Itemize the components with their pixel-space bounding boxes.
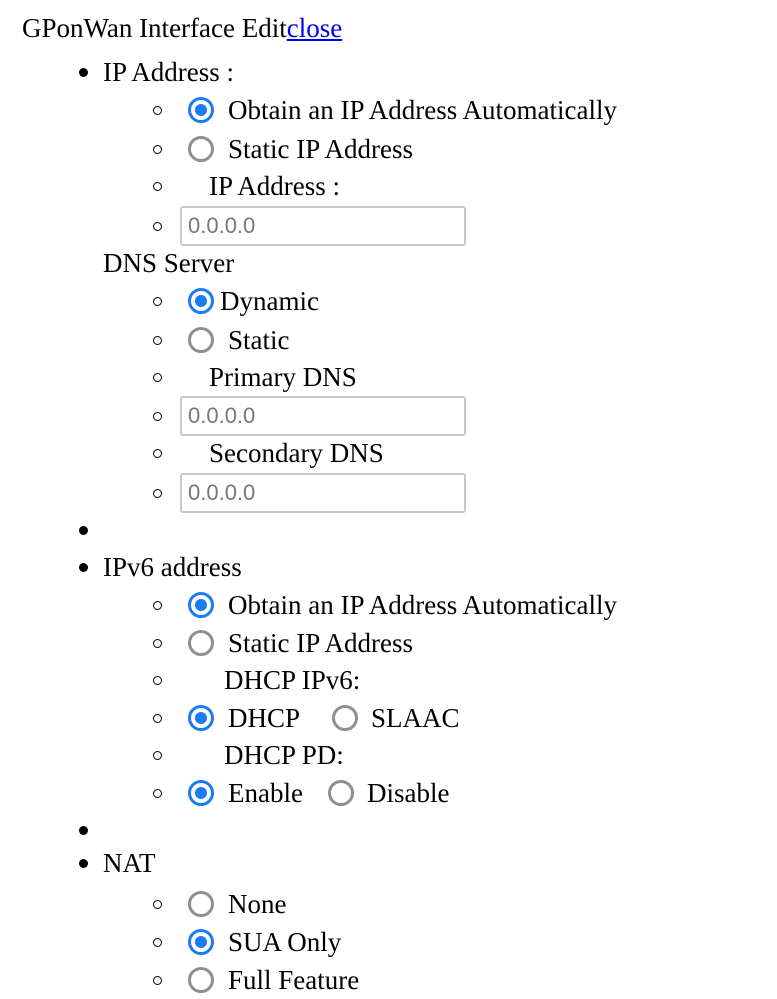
ip-static-label[interactable]: Static IP Address (228, 134, 413, 164)
ip-auto-label[interactable]: Obtain an IP Address Automatically (228, 95, 617, 125)
bullet (153, 938, 162, 947)
ipv6-static-label[interactable]: Static IP Address (228, 628, 413, 658)
dhcp-label[interactable]: DHCP (228, 703, 301, 733)
bullet (153, 336, 162, 345)
bullet (153, 182, 162, 191)
primary-dns-label: Primary DNS (209, 362, 357, 392)
ipv6-auto-label[interactable]: Obtain an IP Address Automatically (228, 590, 617, 620)
bullet (153, 145, 162, 154)
bullet (153, 297, 162, 306)
dns-dynamic-radio[interactable] (188, 288, 214, 314)
bullet (153, 601, 162, 610)
dhcp-radio[interactable] (188, 705, 214, 731)
ip-section-label: IP Address : (103, 57, 235, 87)
ip-address-input[interactable] (180, 206, 466, 246)
bullet (153, 976, 162, 985)
bullet (153, 489, 162, 498)
bullet (153, 449, 162, 458)
nat-full-label[interactable]: Full Feature (228, 965, 360, 995)
slaac-radio[interactable] (332, 705, 358, 731)
ipv6-section-label: IPv6 address (103, 552, 242, 582)
dhcp-ipv6-label: DHCP IPv6: (224, 665, 361, 695)
slaac-label[interactable]: SLAAC (371, 703, 460, 733)
bullet (79, 563, 88, 572)
bullet (153, 106, 162, 115)
bullet (153, 412, 162, 421)
secondary-dns-input[interactable] (180, 473, 466, 513)
pd-disable-radio[interactable] (328, 780, 354, 806)
bullet (153, 639, 162, 648)
nat-sua-radio[interactable] (188, 929, 214, 955)
bullet (153, 676, 162, 685)
pd-enable-label[interactable]: Enable (228, 778, 303, 808)
primary-dns-input[interactable] (180, 396, 466, 436)
ipv6-static-radio[interactable] (188, 630, 214, 656)
ip-address-label: IP Address : (209, 171, 341, 201)
dhcp-pd-label: DHCP PD: (224, 740, 344, 770)
bullet (153, 373, 162, 382)
bullet (153, 900, 162, 909)
close-link[interactable]: close (286, 13, 343, 43)
nat-none-label[interactable]: None (228, 889, 287, 919)
nat-full-radio[interactable] (188, 967, 214, 993)
page-title: GPonWan Interface Edit (22, 13, 287, 43)
pd-disable-label[interactable]: Disable (367, 778, 450, 808)
dns-static-label[interactable]: Static (228, 325, 290, 355)
bullet (79, 68, 88, 77)
bullet (79, 859, 88, 868)
bullet (79, 526, 88, 535)
nat-section-label: NAT (103, 848, 156, 878)
dns-dynamic-label[interactable]: Dynamic (220, 286, 319, 316)
dns-static-radio[interactable] (188, 327, 214, 353)
nat-sua-label[interactable]: SUA Only (228, 927, 342, 957)
nat-none-radio[interactable] (188, 891, 214, 917)
dns-section-label: DNS Server (103, 248, 235, 278)
bullet (79, 826, 88, 835)
ip-auto-radio[interactable] (188, 97, 214, 123)
bullet (153, 222, 162, 231)
pd-enable-radio[interactable] (188, 780, 214, 806)
ip-static-radio[interactable] (188, 136, 214, 162)
secondary-dns-label: Secondary DNS (209, 438, 384, 468)
bullet (153, 714, 162, 723)
bullet (153, 789, 162, 798)
ipv6-auto-radio[interactable] (188, 592, 214, 618)
bullet (153, 751, 162, 760)
